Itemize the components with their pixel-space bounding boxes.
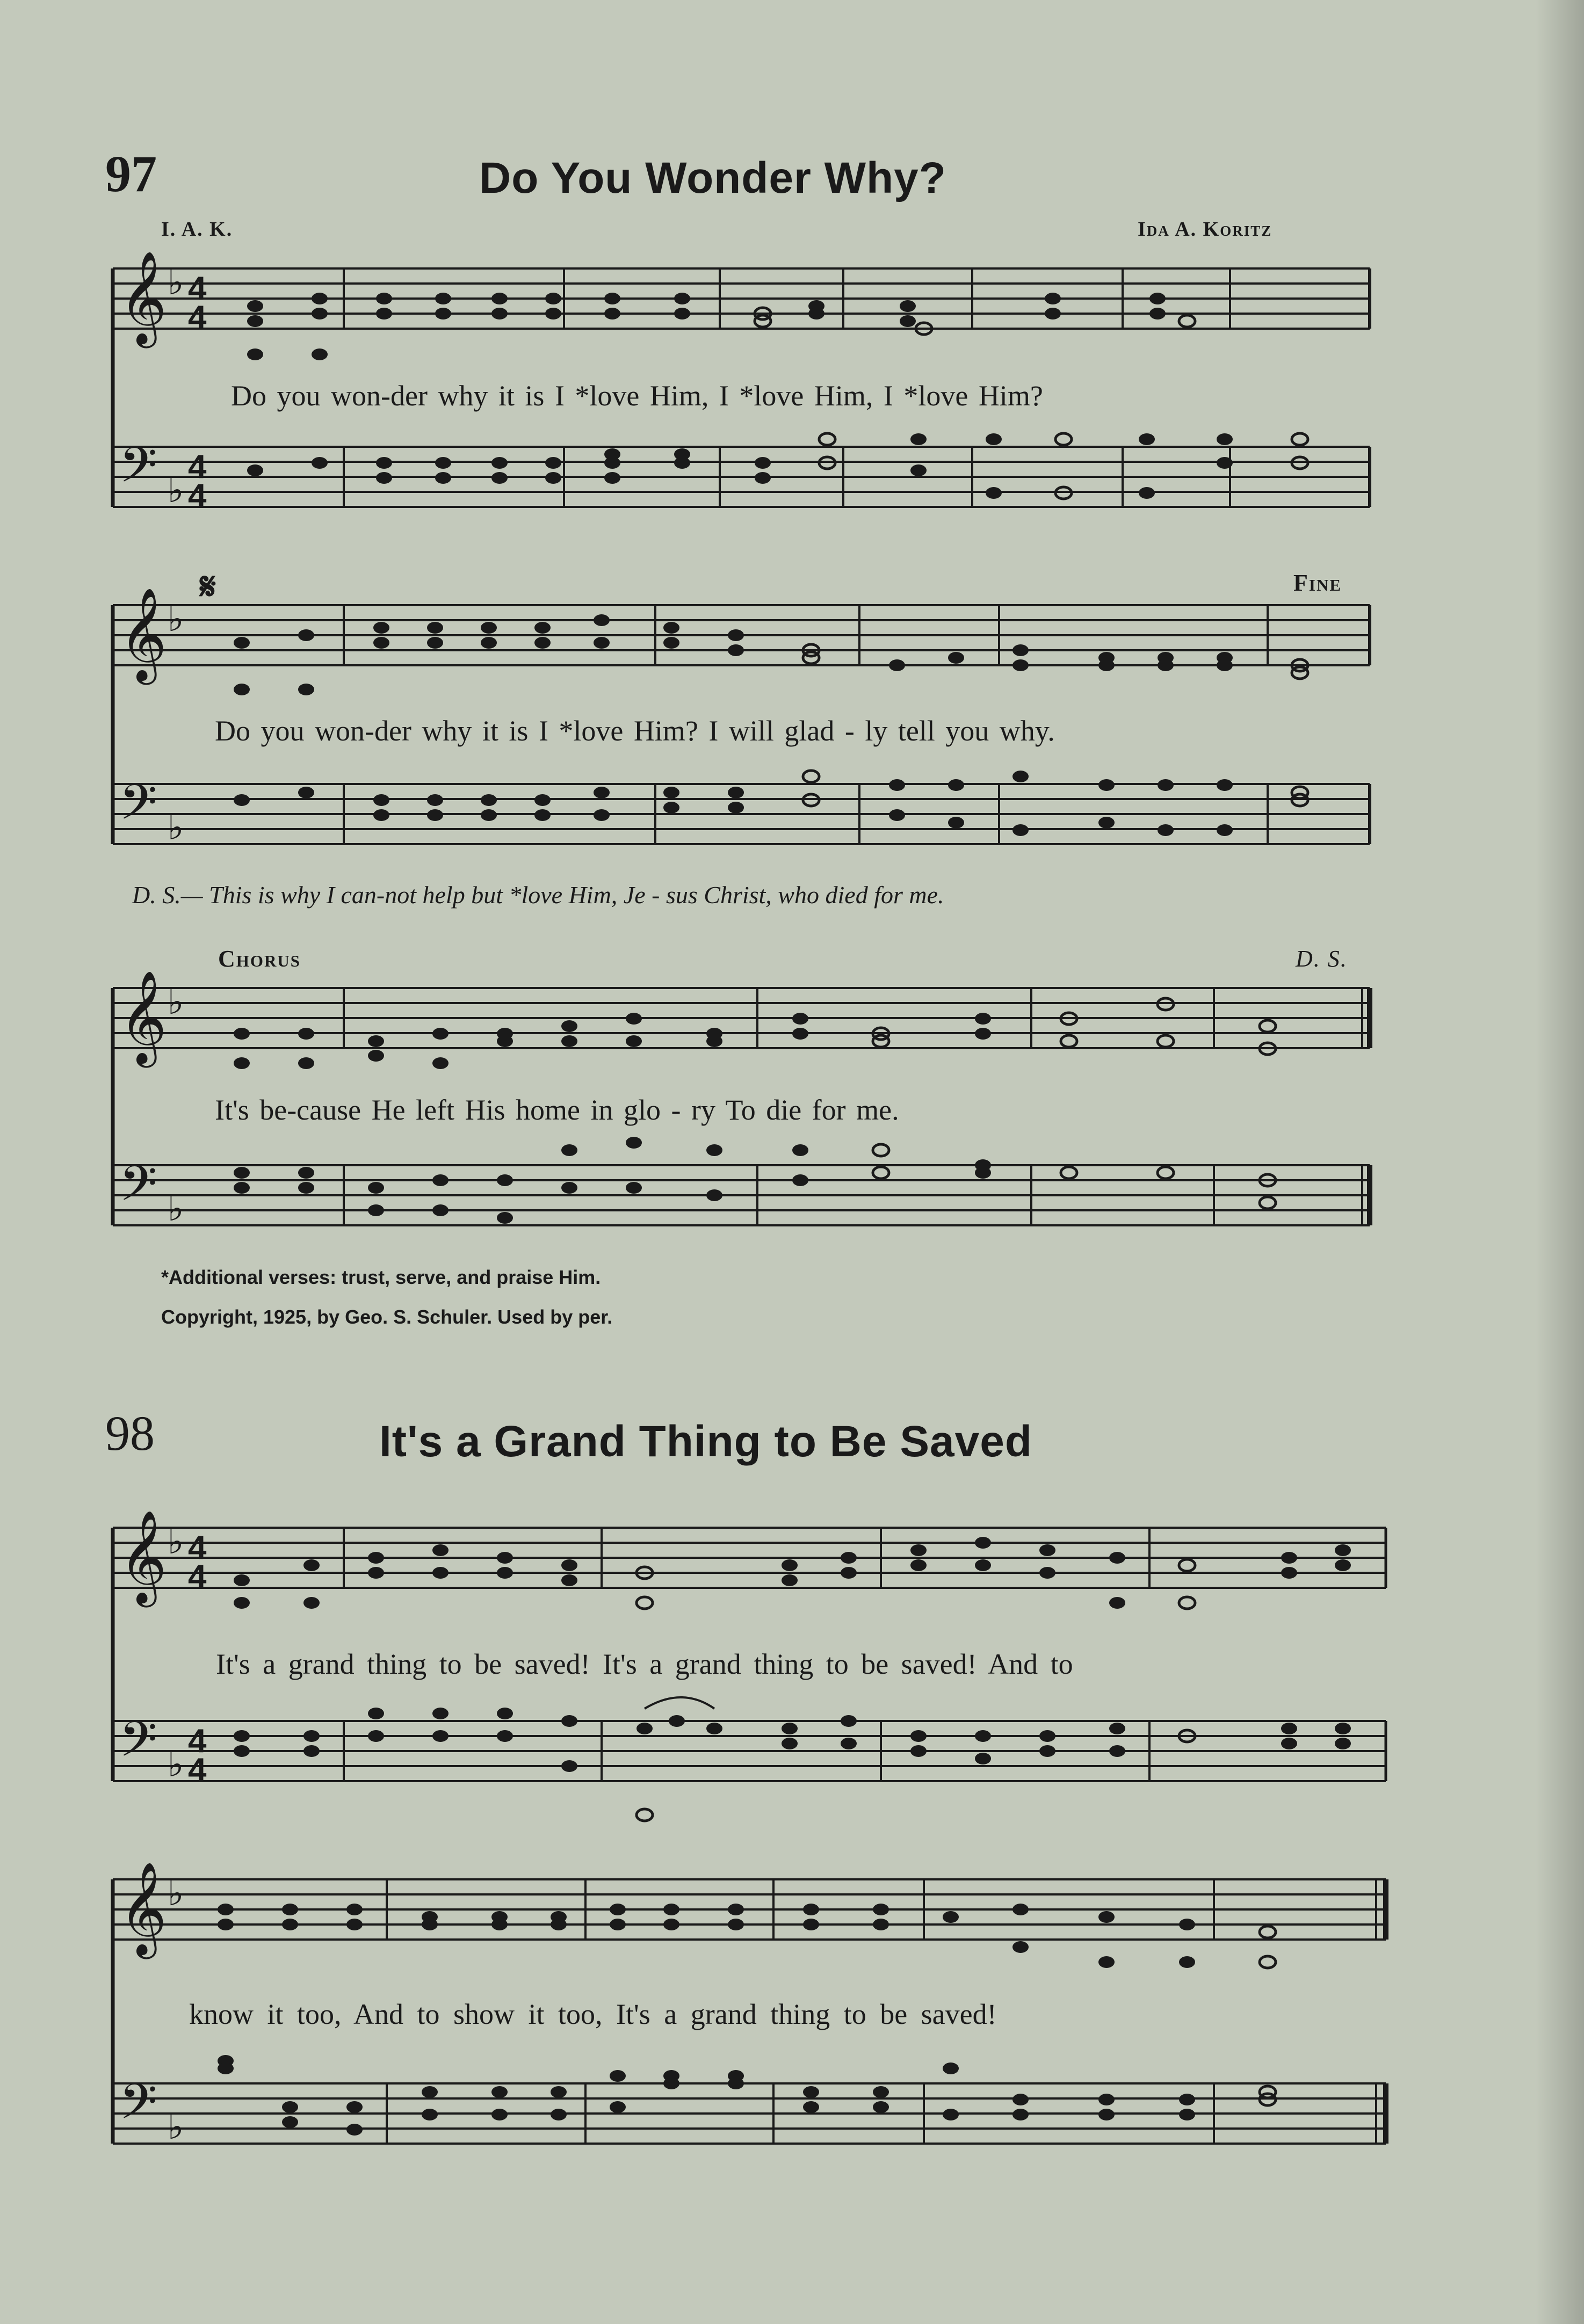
ds-lyric-line: D. S.— This is why I can-not help but *love Him, Je - sus Christ, who died for me. bbox=[132, 881, 944, 909]
svg-text:4: 4 bbox=[188, 270, 207, 307]
svg-text:𝄞: 𝄞 bbox=[119, 1862, 167, 1955]
svg-text:♭: ♭ bbox=[168, 982, 184, 1022]
page-edge-shadow bbox=[1536, 0, 1584, 2324]
svg-text:𝄢: 𝄢 bbox=[119, 2073, 157, 2142]
svg-text:𝄞: 𝄞 bbox=[119, 587, 167, 681]
svg-text:4: 4 bbox=[188, 448, 207, 485]
copyright-notice: Copyright, 1925, by Geo. S. Schuler. Used by per. bbox=[161, 1306, 613, 1328]
svg-text:♭: ♭ bbox=[168, 1522, 184, 1562]
svg-text:♭: ♭ bbox=[168, 263, 184, 303]
hymn-number: 98 bbox=[105, 1406, 155, 1461]
segno-icon: 𝄋 bbox=[200, 564, 216, 608]
svg-text:♭: ♭ bbox=[168, 808, 184, 848]
svg-text:4: 4 bbox=[188, 1558, 207, 1595]
svg-text:𝄞: 𝄞 bbox=[119, 1510, 167, 1603]
svg-text:♭: ♭ bbox=[168, 1189, 184, 1229]
treble-clef-icon: 𝄞 bbox=[119, 251, 167, 344]
words-credit: I. A. K. bbox=[161, 218, 233, 241]
hymn-title: It's a Grand Thing to Be Saved bbox=[379, 1417, 1032, 1466]
svg-text:4: 4 bbox=[188, 299, 207, 336]
svg-text:♭: ♭ bbox=[168, 2107, 184, 2147]
lyric-line-1: Do you won-der why it is I *love Him, I *love Him, I *love Him? bbox=[231, 380, 1043, 412]
svg-text:4: 4 bbox=[188, 1723, 207, 1760]
music-credit: Ida A. Koritz bbox=[1138, 218, 1272, 241]
hymn-title: Do You Wonder Why? bbox=[479, 154, 946, 202]
svg-text:4: 4 bbox=[188, 1752, 207, 1789]
svg-text:4: 4 bbox=[188, 477, 207, 514]
lyric-line-2: know it too, And to show it too, It's a grand thing to be saved! bbox=[189, 1998, 997, 2030]
fine-marker: Fine bbox=[1293, 570, 1342, 596]
svg-text:𝄢: 𝄢 bbox=[119, 774, 157, 843]
lyric-line-1: It's a grand thing to be saved! It's a grand thing to be saved! And to bbox=[216, 1648, 1073, 1680]
chorus-label: Chorus bbox=[218, 946, 301, 972]
svg-text:♭: ♭ bbox=[168, 1873, 184, 1914]
svg-text:♭: ♭ bbox=[168, 470, 184, 511]
ds-marker: D. S. bbox=[1296, 946, 1348, 972]
svg-text:♭: ♭ bbox=[168, 1745, 184, 1785]
hymn-number: 97 bbox=[105, 145, 157, 202]
svg-text:♭: ♭ bbox=[168, 599, 184, 640]
svg-text:𝄢: 𝄢 bbox=[119, 1155, 157, 1224]
svg-text:𝄢: 𝄢 bbox=[119, 1711, 157, 1780]
svg-text:𝄞: 𝄞 bbox=[119, 970, 167, 1064]
footnote: *Additional verses: trust, serve, and praise Him. bbox=[161, 1266, 601, 1288]
svg-text:4: 4 bbox=[188, 1529, 207, 1566]
chorus-lyric: It's be-cause He left His home in glo - ry To die for me. bbox=[215, 1094, 899, 1126]
bass-clef-icon: 𝄢 bbox=[119, 437, 157, 505]
lyric-line-2: Do you won-der why it is I *love Him? I will glad - ly tell you why. bbox=[215, 715, 1055, 747]
